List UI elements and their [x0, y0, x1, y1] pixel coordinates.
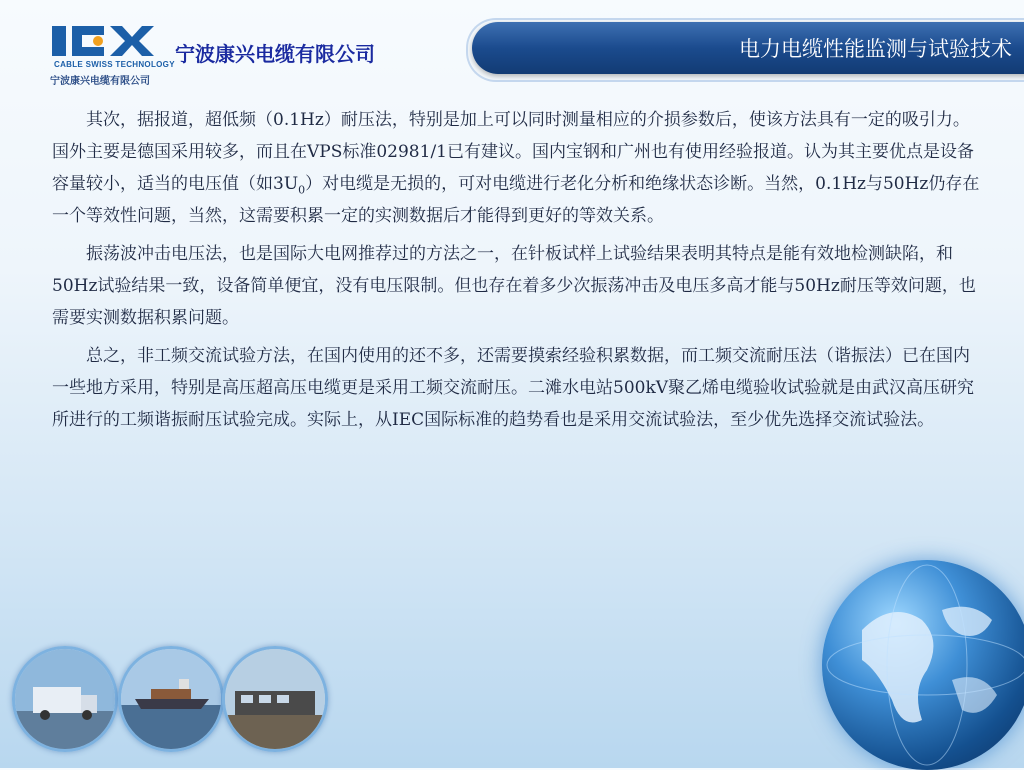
- logo-english-text: CABLE SWISS TECHNOLOGY: [54, 60, 175, 69]
- ship-image: [118, 646, 224, 752]
- paragraph-1-subscript: 0: [298, 183, 306, 197]
- globe-image: [822, 560, 1024, 770]
- paragraph-1: [52, 104, 980, 232]
- paragraph-3: 总之，非工频交流试验方法，在国内使用的还不多，还需要摸索经验积累数据，而工频交流耐压法（谐振法）已在国内一些地方采用，特别是高压超高压电缆更是采用工频交流耐压。二滩水电站500kV聚乙烯电缆验收试验就是由武汉高压研究所进行的工频谐振耐压试验完成。实际上，从IEC国际标准的趋势看也是采用交流试验法，至少优先选择交流试验法。: [52, 346, 975, 430]
- company-logo: [20, 22, 175, 87]
- truck-image: [12, 646, 118, 752]
- title-banner: [472, 22, 1024, 74]
- paragraph-1-text-a: 其次，据报道，超低频（0.1Hz）耐压法，特别是加上可以同时测量相应的介损参数后，使该方法具有一定的吸引力。国外主要是德国采用较多，而且在VPS标准02981/1已有建议。国内宝钢和广州也有使用经验报道。认为其主要优点是设备容量较小，适当的电压值（如3U: [52, 110, 974, 194]
- paragraph-1-text-b: ）对电缆是无损的，可对电缆进行老化分析和绝缘状态诊断。当然，0.1Hz与50Hz仍存在一个等效性问题，当然，这需要积累一定的实测数据后才能得到更好的等效关系。: [52, 174, 980, 226]
- company-name: 宁波康兴电缆有限公司: [175, 42, 375, 66]
- logo-chinese-text: 宁波康兴电缆有限公司: [50, 76, 150, 87]
- slide-title: 电力电缆性能监测与试验技术: [739, 37, 1012, 61]
- icx-logo-icon: [50, 24, 160, 58]
- train-image: [222, 646, 328, 752]
- slide-content: [52, 104, 980, 442]
- paragraph-2: 振荡波冲击电压法，也是国际大电网推荐过的方法之一，在针板试样上试验结果表明其特点是能有效地检测缺陷，和50Hz试验结果一致，设备简单便宜，没有电压限制。但也存在着多少次振荡冲击及电压多高才能与50Hz耐压等效问题，也需要实测数据积累问题。: [52, 244, 976, 328]
